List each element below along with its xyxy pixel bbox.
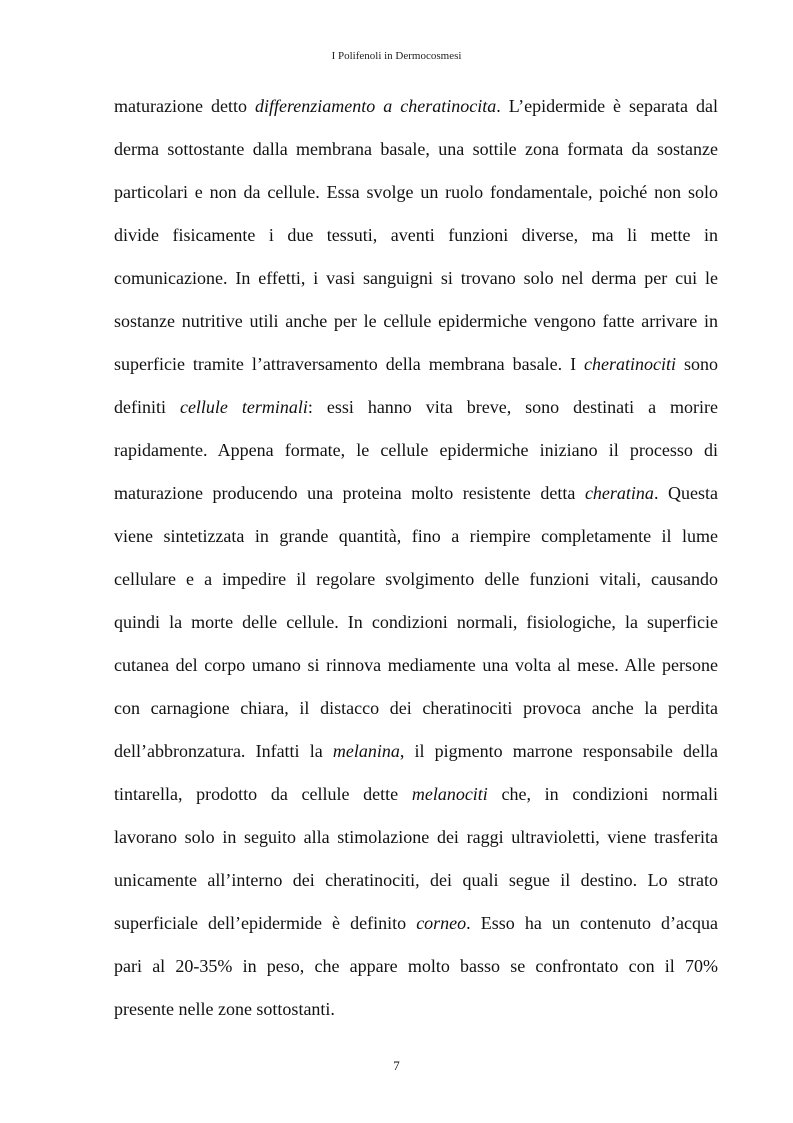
- text-run: : essi hanno vita breve, sono destinati a morire: [307, 397, 718, 417]
- text-line: [114, 950, 718, 993]
- text-line: [114, 864, 718, 907]
- text-run: comunicazione. In effetti, i vasi sanguigni si trovano solo nel derma per cui le: [114, 268, 718, 288]
- text-run: rapidamente. Appena formate, le cellule epidermiche iniziano il processo di: [114, 440, 718, 460]
- text-line: [114, 90, 718, 133]
- text-line: [114, 735, 718, 778]
- text-run: . L’epidermide è separata dal: [496, 96, 718, 116]
- text-run: divide fisicamente i due tessuti, aventi funzioni diverse, ma li mette in: [114, 225, 718, 245]
- text-run: . Esso ha un contenuto d’acqua: [466, 913, 718, 933]
- text-line: [114, 563, 718, 606]
- text-line: [114, 133, 718, 176]
- text-run: che, in condizioni normali: [487, 784, 718, 804]
- text-run: superficie tramite l’attraversamento della membrana basale. I: [114, 354, 585, 374]
- text-line: [114, 907, 718, 950]
- text-run: quindi la morte delle cellule. In condizioni normali, fisiologiche, la superficie: [114, 612, 718, 632]
- text-line: [114, 219, 718, 262]
- text-run: cutanea del corpo umano si rinnova mediamente una volta al mese. Alle persone: [114, 655, 718, 675]
- text-line: [114, 993, 718, 1036]
- text-run: viene sintetizzata in grande quantità, fino a riempire completamente il lume: [114, 526, 718, 546]
- text-line: [114, 434, 718, 477]
- text-line: [114, 692, 718, 735]
- italic-term: cheratina: [584, 483, 654, 503]
- text-run: presente nelle zone sottostanti.: [114, 999, 335, 1019]
- text-line: [114, 262, 718, 305]
- italic-term: melanina: [332, 741, 400, 761]
- text-line: [114, 821, 718, 864]
- italic-term: cheratinociti: [584, 354, 677, 374]
- text-line: [114, 606, 718, 649]
- text-run: derma sottostante dalla membrana basale, una sottile zona formata da sostanze: [114, 139, 718, 159]
- text-run: cellulare e a impedire il regolare svolgimento delle funzioni vitali, causando: [114, 569, 718, 589]
- text-run: definiti: [114, 397, 180, 417]
- text-run: tintarella, prodotto da cellule dette: [114, 784, 412, 804]
- text-run: particolari e non da cellule. Essa svolge un ruolo fondamentale, poiché non solo: [114, 182, 718, 202]
- text-line: [114, 348, 718, 391]
- text-run: maturazione detto: [114, 96, 255, 116]
- text-line: [114, 176, 718, 219]
- italic-term: corneo: [416, 913, 467, 933]
- text-line: [114, 520, 718, 563]
- text-run: . Questa: [653, 483, 719, 503]
- page-number: 7: [393, 1058, 400, 1073]
- text-line: [114, 391, 718, 434]
- text-line: [114, 305, 718, 348]
- text-run: sostanze nutritive utili anche per le cellule epidermiche vengono fatte arrivare in: [114, 311, 718, 331]
- text-line: [114, 477, 718, 520]
- running-header: I Polifenoli in Dermocosmesi: [331, 50, 462, 62]
- text-run: maturazione producendo una proteina molto resistente detta: [114, 483, 585, 503]
- text-line: [114, 649, 718, 692]
- text-run: sono: [676, 354, 718, 374]
- body-paragraph: [114, 90, 718, 1036]
- italic-term: differenziamento a cheratinocita: [254, 96, 497, 116]
- text-run: , il pigmento marrone responsabile della: [399, 741, 718, 761]
- text-run: unicamente all’interno dei cheratinociti, dei quali segue il destino. Lo strato: [114, 870, 718, 890]
- text-run: superficiale dell’epidermide è definito: [114, 913, 417, 933]
- text-run: dell’abbronzatura. Infatti la: [114, 741, 333, 761]
- italic-term: melanociti: [411, 784, 488, 804]
- italic-term: cellule terminali: [179, 397, 308, 417]
- text-run: con carnagione chiara, il distacco dei cheratinociti provoca anche la perdita: [114, 698, 718, 718]
- text-line: [114, 778, 718, 821]
- text-run: lavorano solo in seguito alla stimolazione dei raggi ultravioletti, viene trasferita: [114, 827, 718, 847]
- text-run: pari al 20-35% in peso, che appare molto basso se confrontato con il 70%: [114, 956, 718, 976]
